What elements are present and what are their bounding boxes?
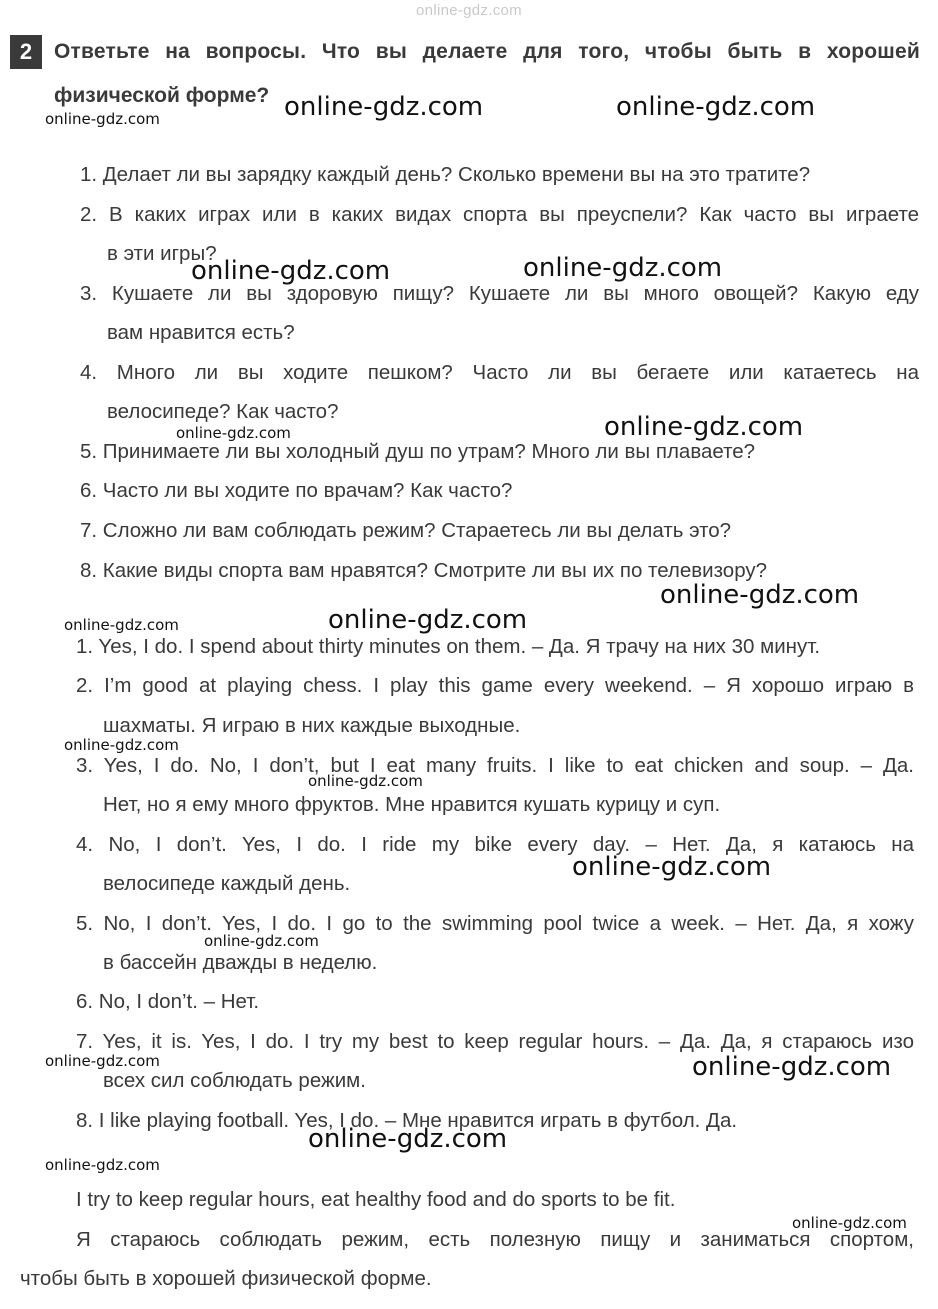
answer-8: 8. I like playing football. Yes, I do. – Мне нравится играть в футбол. Да. [76,1109,738,1132]
watermark: online-gdz.com [191,256,391,286]
watermark: online-gdz.com [523,253,723,283]
watermark: online-gdz.com [308,1124,508,1154]
answer-7-cont: всех сил соблюдать режим. [103,1069,366,1092]
watermark: online-gdz.com [660,580,860,610]
watermark: online-gdz.com [616,92,816,122]
answer-4-cont: велосипеде каждый день. [103,872,351,895]
answer-6: 6. No, I don’t. – Нет. [76,990,260,1013]
question-3: 3. Кушаете ли вы здоровую пищу? Кушаете ли вы много овощей? Какую еду [80,282,919,305]
watermark: online-gdz.com [692,1052,892,1082]
answer-2: 2. I’m good at playing chess. I play this game every weekend. – Я хорошо играю в [76,674,914,697]
answer-4: 4. No, I don’t. Yes, I do. I ride my bike every day. – Нет. Да, я катаюсь на [76,833,914,856]
question-2-cont: в эти игры? [107,242,217,265]
question-5: 5. Принимаете ли вы холодный душ по утрам? Много ли вы плаваете? [80,440,756,463]
watermark: online-gdz.com [176,424,291,442]
answer-5-cont: в бассейн дважды в неделю. [103,951,378,974]
watermark: online-gdz.com [45,110,160,128]
question-3-cont: вам нравится есть? [107,321,295,344]
question-7: 7. Сложно ли вам соблюдать режим? Стараетесь ли вы делать это? [80,519,732,542]
summary-russian-cont: чтобы быть в хорошей физической форме. [20,1267,432,1290]
watermark: online-gdz.com [328,605,528,635]
answer-5: 5. No, I don’t. Yes, I do. I go to the swimming pool twice a week. – Нет. Да, я хожу [76,912,914,935]
task-title-line-1: Ответьте на вопросы. Что вы делаете для того, чтобы быть в хорошей [54,40,920,63]
answer-3-cont: Нет, но я ему много фруктов. Мне нравится кушать курицу и суп. [103,793,721,816]
question-2: 2. В каких играх или в каких видах спорта вы преуспели? Как часто вы играете [80,203,919,226]
watermark: online-gdz.com [792,1214,907,1232]
question-8: 8. Какие виды спорта вам нравятся? Смотрите ли вы их по телевизору? [80,559,768,582]
question-6: 6. Часто ли вы ходите по врачам? Как часто? [80,479,513,502]
answer-3: 3. Yes, I do. No, I don’t, but I eat many fruits. I like to eat chicken and soup. – Да. [76,754,914,777]
watermark: online-gdz.com [308,772,423,790]
header-watermark: online-gdz.com [416,2,522,19]
watermark: online-gdz.com [284,92,484,122]
watermark: online-gdz.com [45,1156,160,1174]
watermark: online-gdz.com [45,1052,160,1070]
watermark: online-gdz.com [64,616,179,634]
answer-2-cont: шахматы. Я играю в них каждые выходные. [103,714,521,737]
answer-1: 1. Yes, I do. I spend about thirty minutes on them. – Да. Я трачу на них 30 минут. [76,635,821,658]
summary-english: I try to keep regular hours, eat healthy food and do sports to be fit. [76,1188,676,1211]
summary-russian: Я стараюсь соблюдать режим, есть полезную пищу и заниматься спортом, [76,1228,914,1251]
question-1: 1. Делает ли вы зарядку каждый день? Сколько времени вы на это тратите? [80,163,811,186]
watermark: online-gdz.com [64,736,179,754]
watermark: online-gdz.com [204,932,319,950]
question-4-cont: велосипеде? Как часто? [107,400,339,423]
watermark: online-gdz.com [572,852,772,882]
answer-7: 7. Yes, it is. Yes, I do. I try my best to keep regular hours. – Да. Да, я стараюсь изо [76,1030,914,1053]
question-4: 4. Много ли вы ходите пешком? Часто ли вы бегаете или катаетесь на [80,361,919,384]
task-number-badge: 2 [10,35,42,69]
watermark: online-gdz.com [604,412,804,442]
task-title-line-2: физической форме? [54,84,270,107]
